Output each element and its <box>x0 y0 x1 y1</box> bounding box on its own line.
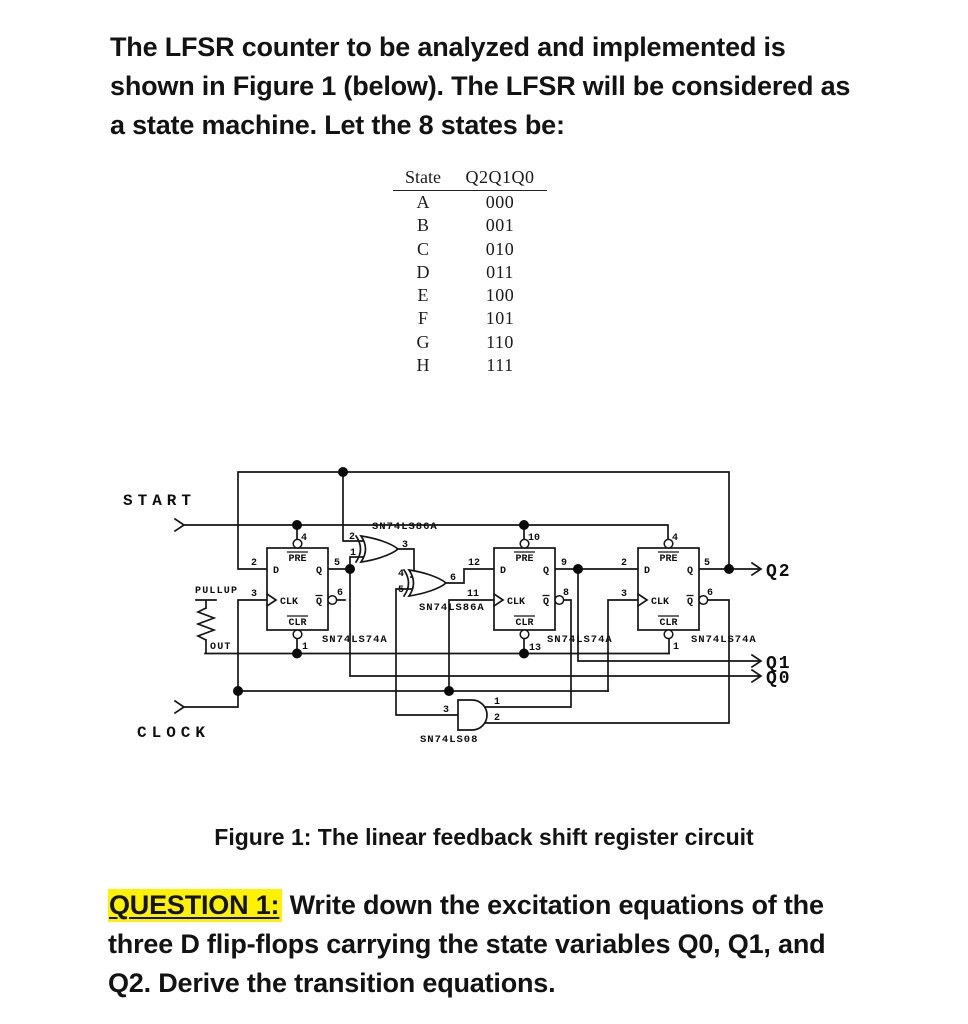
clock-input-arrow <box>175 701 184 713</box>
pullup-label: PULLUP <box>195 586 239 597</box>
figure-caption: Figure 1: The linear feedback shift register circuit <box>214 824 754 850</box>
xor2-pin-a: 4 <box>398 569 405 580</box>
question-line: three D flip-flops carrying the state variables Q0, Q1, and <box>108 929 826 959</box>
ff3-pin-q: 5 <box>704 558 711 569</box>
ff2-pin-d: 12 <box>468 558 481 569</box>
value-cell: 000 <box>485 192 515 212</box>
state-cell: E <box>417 285 429 306</box>
ff3-pin-qbar: 6 <box>707 588 714 599</box>
xor1-pin-out: 3 <box>402 540 409 551</box>
ff1-pin-qbar: 6 <box>337 588 344 599</box>
ff1-q-label: Q <box>315 566 322 577</box>
value-cell: 110 <box>486 331 514 352</box>
ff1-clr-label: CLR <box>288 618 307 629</box>
q1-output-label: Q1 <box>766 654 792 674</box>
question-line <box>108 886 908 925</box>
xor2-pin-b: 5 <box>398 585 405 596</box>
value-cell: 100 <box>485 285 515 306</box>
start-terminal-label: START <box>123 492 197 510</box>
and-pin-out: 3 <box>443 705 450 716</box>
question-label: QUESTION 1: <box>108 889 282 922</box>
state-cell: A <box>416 192 430 212</box>
clock-terminal-label: CLOCK <box>137 724 211 742</box>
state-table-header-q2q1q0: Q2Q1Q0 <box>465 167 535 187</box>
ff2-q-label: Q <box>542 566 549 577</box>
value-cell: 111 <box>486 355 514 376</box>
xor1-pin-a: 2 <box>349 532 356 543</box>
state-table-header-state: State <box>405 167 441 187</box>
state-cell: G <box>416 331 430 352</box>
state-cell: F <box>417 308 428 329</box>
value-cell: 101 <box>485 308 515 329</box>
q0-output-label: Q0 <box>766 669 792 689</box>
ff3-dff <box>638 539 711 638</box>
state-cell: D <box>416 261 430 282</box>
ff2-pre-label: PRE <box>515 554 534 565</box>
and-pin-a: 1 <box>494 697 501 708</box>
xor1-chip-label: SN74LS86A <box>372 521 438 533</box>
ff1-d-label: D <box>273 566 280 577</box>
xor1-pin-b: 1 <box>350 548 357 559</box>
intro-line: a state machine. Let the 8 states be: <box>110 110 565 140</box>
ff3-qbar-label: Q <box>686 597 693 608</box>
ff1-pin-clk: 3 <box>251 589 258 600</box>
ff1-clr-bubble-icon <box>293 630 302 639</box>
ff3-clr-label: CLR <box>659 618 678 629</box>
ff1-dff <box>267 539 337 638</box>
question-paragraph <box>108 886 908 1003</box>
state-cell: C <box>416 238 429 259</box>
ff1-qbar-bubble-icon <box>328 596 337 605</box>
ff1-pin-q: 5 <box>334 558 341 569</box>
state-cell: B <box>416 215 429 236</box>
ff2-qbar-label: Q <box>542 597 549 608</box>
ff3-chip-label: SN74LS74A <box>691 634 757 646</box>
ff3-pin-pre: 4 <box>672 533 679 544</box>
intro-line: shown in Figure 1 (below). The LFSR will be considered as <box>110 71 851 101</box>
state-cell: H <box>416 355 430 376</box>
ff2-pin-clr: 13 <box>529 643 542 654</box>
ff1-pin-d: 2 <box>251 558 258 569</box>
q2-output-label: Q2 <box>766 562 792 582</box>
question-text: Write down the excitation equations of the <box>282 890 824 920</box>
ff1-pin-pre: 4 <box>301 533 308 544</box>
question-line: Q2. Derive the transition equations. <box>108 968 556 998</box>
ff2-clr-label: CLR <box>515 618 534 629</box>
ff3-clk-label: CLK <box>651 597 670 608</box>
xor1-gate <box>356 536 398 562</box>
ff1-pin-clr: 1 <box>302 642 309 653</box>
xor2-gate <box>404 570 446 596</box>
value-cell: 001 <box>485 215 515 236</box>
and-chip-label: SN74LS08 <box>420 734 479 746</box>
value-cell: 010 <box>485 238 515 259</box>
ff3-d-label: D <box>644 566 651 577</box>
ff2-clr-bubble-icon <box>520 630 529 639</box>
ff3-q-label: Q <box>686 566 693 577</box>
ff1-chip-label: SN74LS74A <box>322 634 388 646</box>
ff3-pre-label: PRE <box>659 554 678 565</box>
ff2-pin-clk: 11 <box>467 589 480 600</box>
ff2-pin-qbar: 8 <box>563 588 570 599</box>
ff1-qbar-label: Q <box>315 597 322 608</box>
ff2-d-label: D <box>500 566 507 577</box>
ff3-pin-clr: 1 <box>673 642 680 653</box>
out-label: OUT <box>210 642 232 653</box>
ff1-clk-label: CLK <box>280 597 299 608</box>
ff3-clr-bubble-icon <box>664 630 673 639</box>
and-pin-b: 2 <box>494 713 501 724</box>
ff2-clk-label: CLK <box>507 597 526 608</box>
ff2-chip-label: SN74LS74A <box>547 634 613 646</box>
ff3-pin-clk: 3 <box>621 589 628 600</box>
ff2-pin-q: 9 <box>561 558 568 569</box>
value-cell: 011 <box>486 261 514 282</box>
xor2-chip-label: SN74LS86A <box>419 602 485 614</box>
intro-line: The LFSR counter to be analyzed and implemented is <box>110 32 786 62</box>
ff2-pin-pre: 10 <box>528 533 541 544</box>
start-input-arrow <box>175 519 184 531</box>
ff1-pre-label: PRE <box>288 554 307 565</box>
ff3-pin-d: 2 <box>621 558 628 569</box>
xor2-pin-out: 6 <box>450 573 457 584</box>
and-gate <box>458 700 487 730</box>
ff2-dff <box>494 539 564 638</box>
